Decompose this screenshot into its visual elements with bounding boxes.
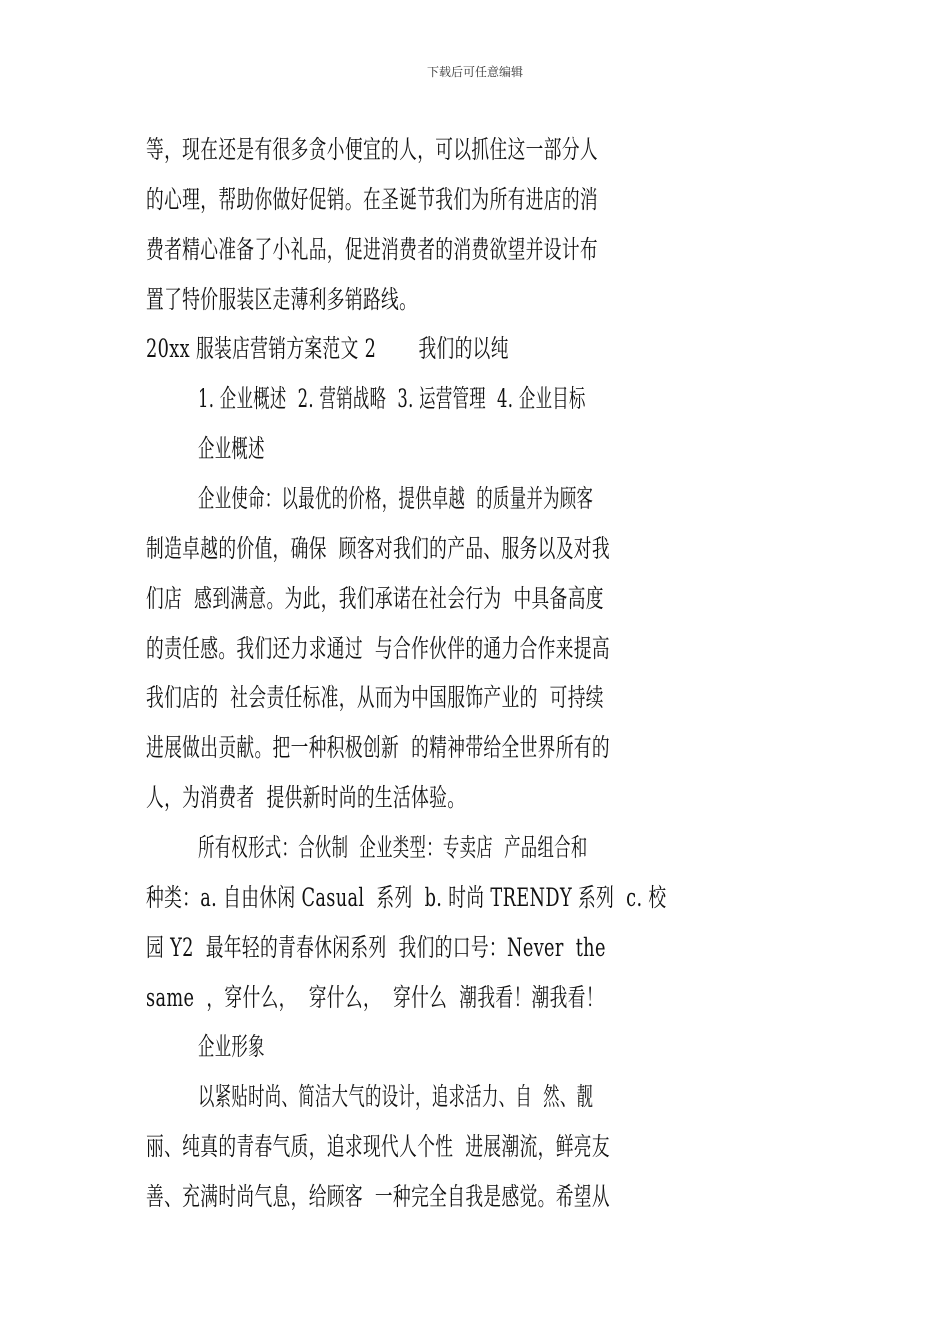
mission-line-3: 们店 感到满意。为此，我们承诺在社会行为 中具备高度 (146, 584, 604, 613)
image-line-1: 以紧贴时尚、简洁大气的设计，追求活力、自 然、靓 (198, 1082, 594, 1111)
mission-line-7: 人，为消费者 提供新时尚的生活体验。 (146, 783, 466, 812)
body-line-3: 费者精心准备了小礼品，促进消费者的消费欲望并设计布 (146, 235, 598, 264)
body-line-4: 置了特价服装区走薄利多销路线。 (146, 285, 418, 314)
body-line-1: 等，现在还是有很多贪小便宜的人，可以抓住这一部分人 (146, 135, 598, 164)
page-header: 下载后可任意编辑 (426, 65, 523, 79)
ownership-line-1: 所有权形式：合伙制 企业类型：专卖店 产品组合和 (198, 833, 588, 862)
ownership-line-2: 种类：a. 自由休闲 Casual 系列 b. 时尚 TRENDY 系列 c. 校 (146, 883, 667, 912)
ownership-line-3: 园 Y2 最年轻的青春休闲系列 我们的口号：Never the (146, 933, 606, 962)
mission-line-1: 企业使命：以最优的价格，提供卓越 的质量并为顾客 (198, 484, 594, 513)
mission-line-4: 的责任感。我们还力求通过 与合作伙伴的通力合作来提高 (146, 634, 610, 663)
heading-enterprise-overview: 企业概述 (198, 434, 265, 463)
mission-line-5: 我们店的 社会责任标准，从而为中国服饰产业的 可持续 (146, 683, 604, 712)
mission-line-6: 进展做出贡献。把一种积极创新 的精神带给全世界所有的 (146, 733, 610, 762)
mission-line-2: 制造卓越的价值，确保 顾客对我们的产品、服务以及对我 (146, 534, 610, 563)
body-line-2: 的心理，帮助你做好促销。在圣诞节我们为所有进店的消 (146, 185, 598, 214)
image-line-2: 丽、纯真的青春气质，追求现代人个性 进展潮流，鲜亮友 (146, 1132, 610, 1161)
ownership-line-4: same ，穿什么， 穿什么， 穿什么 潮我看！潮我看！ (146, 983, 604, 1012)
heading-enterprise-image: 企业形象 (198, 1032, 265, 1061)
outline-list: 1. 企业概述 2. 营销战略 3. 运营管理 4. 企业目标 (198, 384, 586, 413)
image-line-3: 善、充满时尚气息，给顾客 一种完全自我是感觉。希望从 (146, 1182, 610, 1211)
section-title: 20xx 服装店营销方案范文 2 我们的以纯 (146, 334, 509, 363)
